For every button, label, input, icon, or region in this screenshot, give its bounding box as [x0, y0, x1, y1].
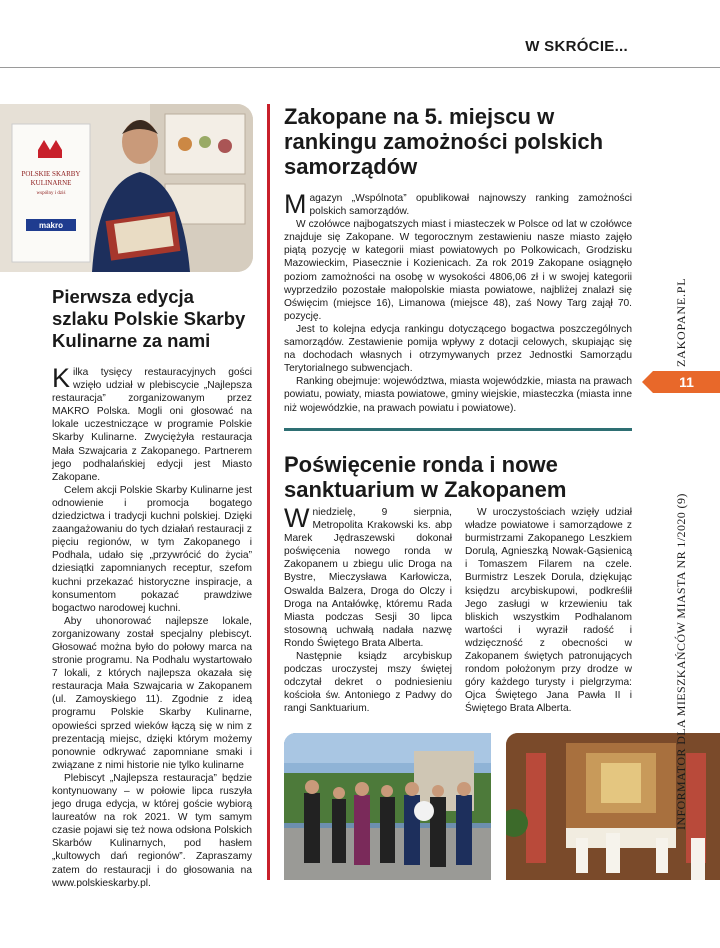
article-left-paragraph: Celem akcji Polskie Skarby Kulinarne jest odnowienie i promocja bogatego dziedzictwa i tradycji kuchni polskiej. Dzięki zaangażowaniu do tych działań restauracji z pięciu regionów, w tym Zakopanego i Podhala, udało się „przywrócić do życia” dziesiątki zapomnianych receptur, szefom kuchni przekazać historyczne inspiracje, a konsumentom pokazać prawdziwe bogactwo narodowej kuchni. — [52, 484, 252, 614]
article-left — [52, 286, 252, 890]
article-1-body — [284, 189, 632, 415]
section-divider — [284, 428, 632, 431]
article-1-paragraph: W czołówce najbogatszych miast i miasteczek w Polsce od lat w czołówce znajduje się Zakopane. W tegorocznym zestawieniu nasze miasto zajęło piątą pozycję w kategorii miast powiatowych po Polkowicach, Grodzisku Mazowieckim, Piasecznie i Kozienicach. Za rok 2019 Zakopane osiągnęło poziom zamożności na osobę w wysokości 4806,06 zł i w swojej kategorii wyprzedziło pozostałe małopolskie miasta powiatowe, najbliżej znalazł się Oświęcim (miejsce 16), Limanowa (miejsce 48), zaś Nowy Targ zajął 70. pozycję. — [284, 219, 632, 322]
article-1-paragraph: Ranking obejmuje: województwa, miasta wojewódzkie, miasta na prawach powiatu, powiaty, miasta powiatowe, gminy wiejskie, miasteczka (miasta inne niż wojewódzkie, na prawach powiatu i powiatowe). — [284, 376, 632, 414]
article-2-column-2 — [465, 506, 632, 716]
article-1-paragraph: Magazyn „Wspólnota” opublikował najnowszy ranking zamożności polskich samorządów. — [284, 189, 632, 219]
article-left-body — [52, 363, 252, 890]
publication-name: INFORMATOR DLA MIESZKAŃCÓW MIASTA NR 1/2020 (9) — [674, 493, 688, 831]
dropcap: K — [52, 363, 71, 393]
banner-line2: KULINARNE — [30, 179, 72, 187]
roundabout-photo-illustration — [284, 733, 491, 880]
article-2-column-1 — [284, 503, 452, 716]
article-2-header — [284, 452, 632, 502]
article-left-paragraph: Kilka tysięcy restauracyjnych gości wzięło udział w plebiscycie „Najlepsza restauracja” zorganizowanym przez MAKRO Polska. Mogli oni głosować na lokale uczestniczące w programie Polskie Skarby Kulinarne. Zwyciężyła restauracja Mała Szwajcaria z Zakopanego. Partnerem jego podhalańskiej edycji jest Miasto Zakopane. — [52, 363, 252, 483]
article-left-paragraph: Plebiscyt „Najlepsza restauracja” będzie kontynuowany – w połowie lipca ruszyła jego druga edycja, w której goście wybiorą laureatów na rok 2021. W tym samym czasie pojawi się też nowa odsłona Polskich Skarbów Kulinarnych, pod hasłem „kultowych dań regionów”. Zapraszamy zatem do restauracji i do głosowania na www.polskieskarby.pl. — [52, 772, 252, 889]
article-2-paragraph: Następnie ksiądz arcybiskup podczas uroczystej mszy świętej odczytał dekret o podniesieniu kościoła św. Antoniego z Padwy do rangi Sanktuarium. — [284, 651, 452, 715]
chef-photo — [0, 104, 253, 272]
article-2-paragraph: Wniedzielę, 9 sierpnia, Metropolita Krakowski ks. abp Marek Jędraszewski dokonał poświęcenia nowego ronda w Zakopanem u zbiegu ulic Droga na Bystre, Mieczysława Karłowicza, Oswalda Balzera, Droga do Olczy i Droga na Antałówkę, któremu Rada Miasta podczas Sesji 30 lipca stosowną uchwałą nadała nazwę Rondo Świętego Brata Alberta. — [284, 503, 452, 649]
header-rule — [0, 67, 720, 68]
page-number: 11 — [653, 371, 720, 393]
article-1-paragraph: Jest to kolejna edycja rankingu dotyczącego bogactwa poszczególnych samorządów. Zestawienie pomija wpływy z dotacji celowych, skupiając się na dochodach własnych i otrzymywanych przez Jednostki Samorządu Terytorialnego subwencjach. — [284, 323, 632, 375]
section-label: W SKRÓCIE... — [525, 38, 628, 55]
article-2-title: Poświęcenie ronda i nowe sanktuarium w Zakopanem — [284, 452, 567, 502]
article-2-paragraph: W uroczystościach wzięły udział władze powiatowe i samorządowe z burmistrzami Zakopanego Leszkiem Dorulą, Agnieszką Nowak-Gąsienicą i Tomaszem Filarem na czele. Burmistrz Leszek Dorula, dziękując księdzu arcybiskupowi, podkreślił Jego zasługi w krzewieniu tak bliskich wszystkim Podhalanom wartości i wyraził radość i wdzięczność z obecności w Zakopanem świętych patronujących rondom położonym przy drodze w góry każdego turysty i pielgrzyma: Ojca Świętego Jana Pawła II i Świętego Brata Alberta. — [465, 507, 632, 715]
site-name: ZAKOPANE.PL — [674, 277, 688, 367]
article-1-title: Zakopane na 5. miejscu w rankingu zamożności polskich samorządów — [284, 104, 604, 179]
column-divider — [267, 104, 270, 880]
roundabout-ceremony-photo — [284, 733, 491, 880]
article-left-paragraph: Aby uhonorować najlepsze lokale, zorganizowany został specjalny plebiscyt. Głosować można było do połowy marca na stronie programu. Na Podhalu wystartowało 7 lokali, z których najlepsza okazała się restauracja Mała Szwajcaria w Zakopanem (ul. Zamoyskiego 11). Zgodnie z ideą programu Polskie Skarby Kulinarne, opowieści sprzed wieków łączą się w nim z prezentacją miejsc, dzięki którym możemy ponownie odkrywać zapomniane smaki i związane z nimi historie nie tylko kulinarne — [52, 615, 252, 771]
banner-line1: POLSKIE SKARBY — [21, 170, 81, 178]
banner-line3: wspólny i dziś — [36, 191, 66, 196]
chef-photo-illustration — [0, 104, 253, 272]
article-left-title: Pierwsza edycja szlaku Polskie Skarby Kulinarne za nami — [52, 286, 246, 351]
dropcap: M — [284, 189, 307, 219]
article-1-header — [284, 104, 632, 179]
makro-logo: makro — [38, 221, 64, 230]
dropcap: W — [284, 503, 310, 533]
